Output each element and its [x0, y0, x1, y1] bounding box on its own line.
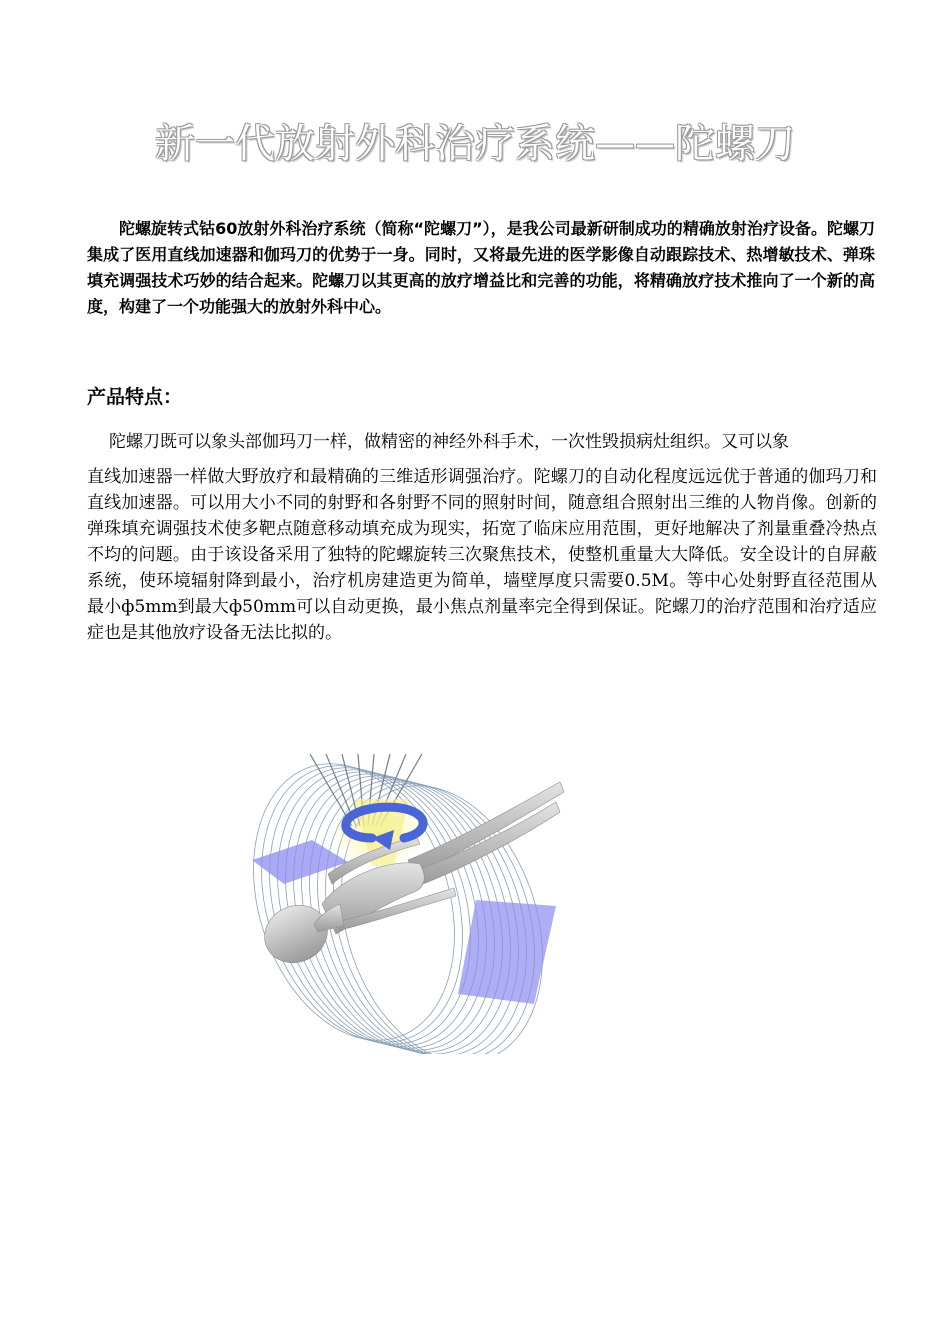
- document-title: 新一代放射外科治疗系统——陀螺刀: [155, 121, 795, 167]
- intro-paragraph: 陀螺旋转式钴60放射外科治疗系统（简称“陀螺刀”），是我公司最新研制成功的精确放射治疗设备。陀螺刀集成了医用直线加速器和伽玛刀的优势于一身。同时，又将最先进的医学影像自动跟踪技术、热增敏技术、弹珠填充调强技术巧妙的结合起来。陀螺刀以其更高的放疗增益比和完善的功能，将精确放疗技术推向了一个新的高度，构建了一个功能强大的放射外科中心。: [87, 219, 875, 316]
- gyroscope-knife-illustration: [244, 754, 566, 1054]
- features-paragraph: 直线加速器一样做大野放疗和最精确的三维适形调强治疗。陀螺刀的自动化程度远远优于普通的伽玛刀和直线加速器。可以用大小不同的射野和各射野不同的照射时间，随意组合照射出三维的人物肖像。创新的弹珠填充调强技术使多靶点随意移动填充成为现实，拓宽了临床应用范围，更好地解决了剂量重叠冷热点不均的问题。由于该设备采用了独特的陀螺旋转三次聚焦技术，使整机重量大大降低。安全设计的自屏蔽系统，使环境辐射降到最小，治疗机房建造更为简单，墙壁厚度只需要0.5M。等中心处射野直径范围从最小ф5mm到最大ф50mm可以自动更换，最小焦点剂量率完全得到保证。陀螺刀的治疗范围和治疗适应症也是其他放疗设备无法比拟的。: [87, 467, 877, 643]
- features-heading: 产品特点：: [87, 386, 183, 408]
- field-plane-right: [458, 900, 556, 1004]
- features-paragraph-first-line: 陀螺刀既可以象头部伽玛刀一样，做精密的神经外科手术，一次性毁损病灶组织。又可以象: [109, 432, 789, 452]
